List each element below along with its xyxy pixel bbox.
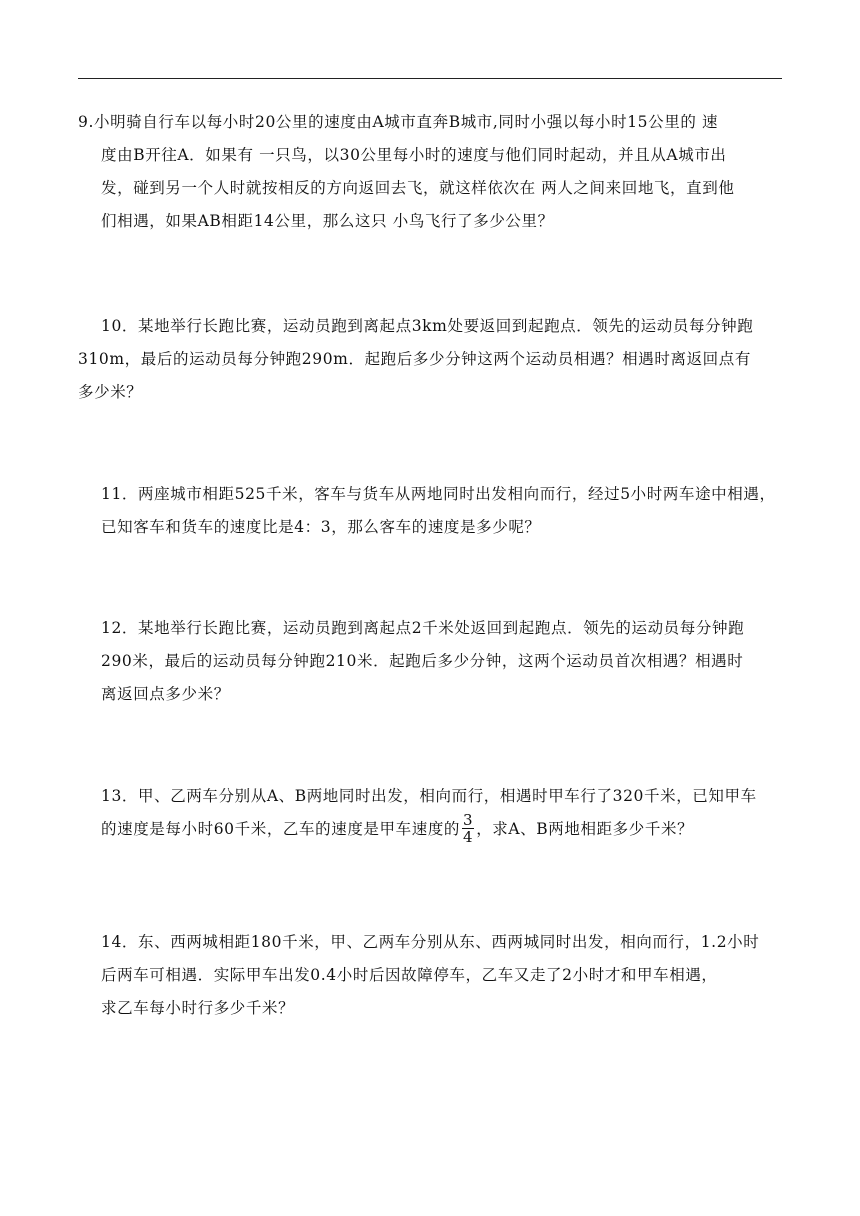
problem-14-line-1: 14．东、西两城相距180千米，甲、乙两车分别从东、西两城同时出发，相向而行，1.2小时 (101, 933, 760, 951)
problem-12-line-1: 12．某地举行长跑比赛，运动员跑到离起点2千米处返回到起跑点．领先的运动员每分钟跑 (101, 619, 745, 637)
fraction-numerator: 3 (463, 813, 474, 829)
problem-13-line-2-before: 的速度是每小时60千米，乙车的速度是甲车速度的 (101, 820, 461, 838)
problem-9-line-3: 发，碰到另一个人时就按相反的方向返回去飞，就这样依次在 两人之间来回地飞，直到他 (101, 179, 735, 197)
problem-10-line-3: 多少米？ (78, 383, 143, 401)
problem-10 (78, 310, 782, 409)
problem-13-line-2-after: ，求A、B两地相距多少千米？ (476, 820, 694, 838)
fraction-three-quarters (462, 813, 474, 845)
problem-9 (78, 106, 782, 238)
problem-13 (78, 780, 782, 847)
problem-12-line-3: 离返回点多少米？ (101, 685, 230, 703)
problem-14-line-3: 求乙车每小时行多少千米？ (101, 999, 295, 1017)
problem-12 (78, 612, 782, 711)
problem-11-line-2: 已知客车和货车的速度比是4：3，那么客车的速度是多少呢？ (101, 518, 541, 536)
problem-11-line-1: 11．两座城市相距525千米，客车与货车从两地同时出发相向而行，经过5小时两车途中相遇， (101, 485, 776, 503)
problem-10-line-1: 10．某地举行长跑比赛，运动员跑到离起点3km处要返回到起跑点．领先的运动员每分钟跑 (101, 317, 754, 335)
header-rule (78, 78, 782, 79)
problem-14-line-2: 后两车可相遇．实际甲车出发0.4小时后因故障停车，乙车又走了2小时才和甲车相遇， (101, 966, 718, 984)
problem-9-line-2: 度由B开往A．如果有 一只鸟，以30公里每小时的速度与他们同时起动，并且从A城市出 (101, 146, 727, 164)
problem-12-line-2: 290米，最后的运动员每分钟跑210米．起跑后多少分钟，这两个运动员首次相遇？相遇时 (101, 652, 744, 670)
problem-11 (78, 478, 782, 544)
problem-13-line-2 (78, 813, 782, 847)
problem-9-line-4: 们相遇，如果AB相距14公里，那么这只 小鸟飞行了多少公里？ (101, 212, 554, 230)
problem-10-line-2: 310m，最后的运动员每分钟跑290m．起跑后多少分钟这两个运动员相遇？相遇时离返回点有 (78, 350, 751, 368)
problem-14 (78, 926, 782, 1025)
problem-9-line-1: 9.小明骑自行车以每小时20公里的速度由A城市直奔B城市,同时小强以每小时15公里的 速 (78, 113, 719, 131)
problem-13-line-1: 13．甲、乙两车分别从A、B两地同时出发，相向而行，相遇时甲车行了320千米，已知甲车 (101, 787, 757, 805)
fraction-denominator: 4 (463, 827, 474, 846)
